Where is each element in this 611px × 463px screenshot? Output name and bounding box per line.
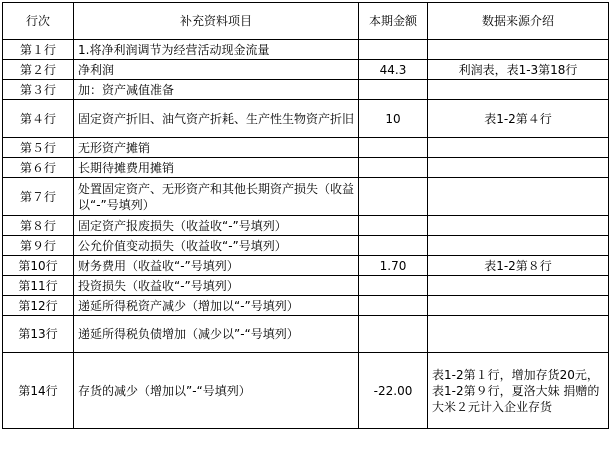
source-cell xyxy=(428,316,609,353)
amount-cell xyxy=(359,236,428,256)
row-number: 第12行 xyxy=(3,296,74,316)
amount-cell: 44.3 xyxy=(359,60,428,80)
item-cell: 净利润 xyxy=(74,60,359,80)
source-cell: 表1-2第８行 xyxy=(428,256,609,276)
row-number: 第11行 xyxy=(3,276,74,296)
source-cell: 表1-2第１行，增加存货20元，表1-2第９行，夏洛大妹 捐赠的大米２元计入企业存货 xyxy=(428,353,609,429)
header-item: 补充资料项目 xyxy=(74,3,359,40)
item-cell: 公允价值变动损失（收益收“-”号填列） xyxy=(74,236,359,256)
table-row xyxy=(3,276,609,296)
amount-cell xyxy=(359,80,428,100)
header-amount: 本期金额 xyxy=(359,3,428,40)
source-cell: 利润表，表1-3第18行 xyxy=(428,60,609,80)
item-cell: 加：资产减值准备 xyxy=(74,80,359,100)
table-row xyxy=(3,316,609,353)
item-cell: 1.将净利润调节为经营活动现金流量 xyxy=(74,40,359,60)
table-row xyxy=(3,236,609,256)
source-cell xyxy=(428,138,609,158)
amount-cell xyxy=(359,296,428,316)
row-number: 第６行 xyxy=(3,158,74,178)
cash-flow-supplement-table xyxy=(2,2,609,429)
table-row xyxy=(3,353,609,429)
table-row xyxy=(3,158,609,178)
row-number: 第２行 xyxy=(3,60,74,80)
header-source: 数据来源介绍 xyxy=(428,3,609,40)
source-cell xyxy=(428,296,609,316)
item-cell: 投资损失（收益收“-”号填列） xyxy=(74,276,359,296)
source-cell xyxy=(428,216,609,236)
table-row xyxy=(3,60,609,80)
table-row xyxy=(3,256,609,276)
table-row xyxy=(3,138,609,158)
row-number: 第５行 xyxy=(3,138,74,158)
amount-cell xyxy=(359,178,428,216)
item-cell: 递延所得税负债增加（减少以”-“号填列） xyxy=(74,316,359,353)
header-row-number: 行次 xyxy=(3,3,74,40)
row-number: 第10行 xyxy=(3,256,74,276)
source-cell xyxy=(428,40,609,60)
item-cell: 无形资产摊销 xyxy=(74,138,359,158)
item-cell: 固定资产报废损失（收益收“-”号填列） xyxy=(74,216,359,236)
source-cell xyxy=(428,178,609,216)
amount-cell xyxy=(359,216,428,236)
source-cell xyxy=(428,158,609,178)
amount-cell xyxy=(359,276,428,296)
table-row xyxy=(3,40,609,60)
row-number: 第１行 xyxy=(3,40,74,60)
item-cell: 长期待摊费用摊销 xyxy=(74,158,359,178)
source-cell xyxy=(428,236,609,256)
item-cell: 固定资产折旧、油气资产折耗、生产性生物资产折旧 xyxy=(74,100,359,138)
amount-cell xyxy=(359,138,428,158)
amount-cell xyxy=(359,316,428,353)
amount-cell: 1.70 xyxy=(359,256,428,276)
source-cell xyxy=(428,276,609,296)
item-cell: 递延所得税资产减少（增加以“-”号填列） xyxy=(74,296,359,316)
row-number: 第７行 xyxy=(3,178,74,216)
item-cell: 处置固定资产、无形资产和其他长期资产损失（收益以“-”号填列） xyxy=(74,178,359,216)
table-row xyxy=(3,100,609,138)
item-cell: 存货的减少（增加以”-“号填列） xyxy=(74,353,359,429)
table-row xyxy=(3,216,609,236)
amount-cell: -22.00 xyxy=(359,353,428,429)
table-row xyxy=(3,80,609,100)
row-number: 第８行 xyxy=(3,216,74,236)
table-row xyxy=(3,296,609,316)
amount-cell xyxy=(359,40,428,60)
item-cell: 财务费用（收益收“-”号填列） xyxy=(74,256,359,276)
row-number: 第13行 xyxy=(3,316,74,353)
row-number: 第３行 xyxy=(3,80,74,100)
amount-cell: 10 xyxy=(359,100,428,138)
row-number: 第９行 xyxy=(3,236,74,256)
amount-cell xyxy=(359,158,428,178)
source-cell: 表1-2第４行 xyxy=(428,100,609,138)
table-row xyxy=(3,178,609,216)
header-row xyxy=(3,3,609,40)
row-number: 第４行 xyxy=(3,100,74,138)
source-cell xyxy=(428,80,609,100)
row-number: 第14行 xyxy=(3,353,74,429)
